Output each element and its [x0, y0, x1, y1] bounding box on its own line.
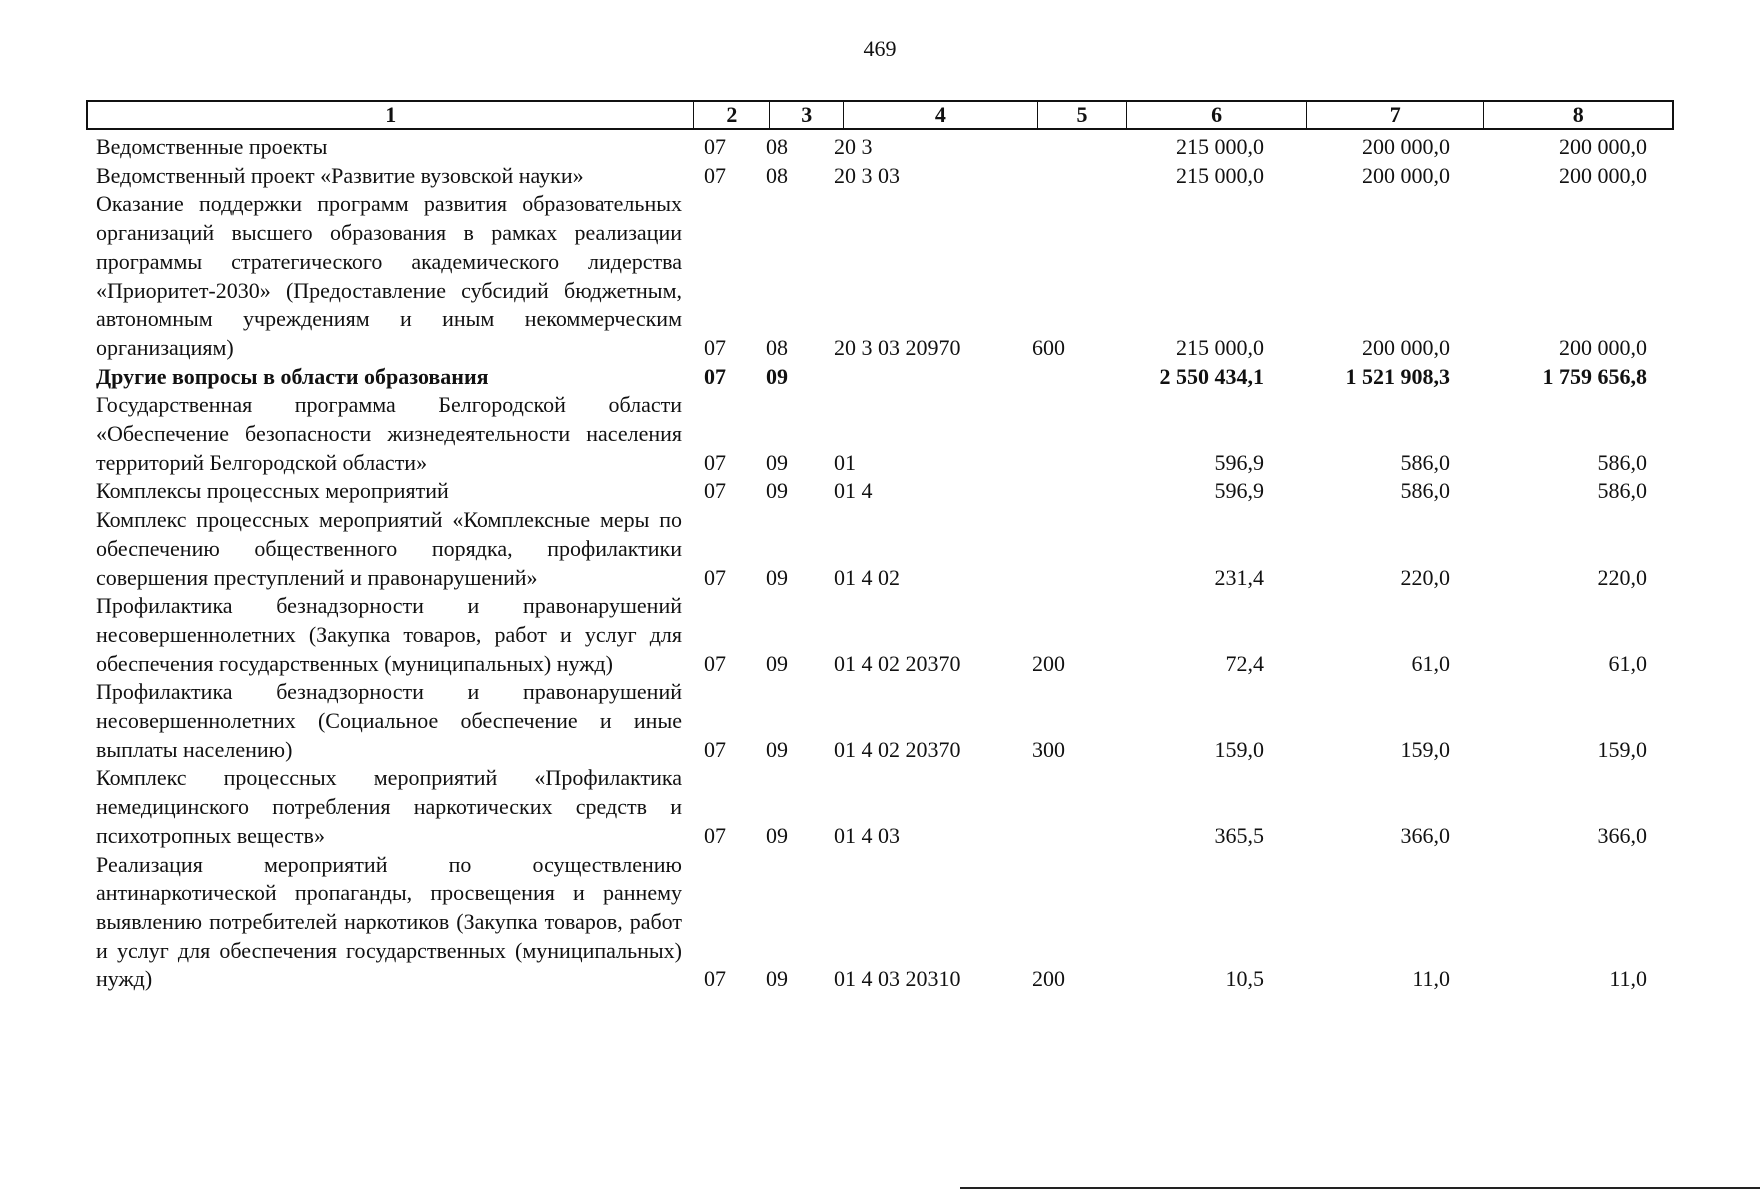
- header-col-3: 3: [770, 102, 844, 128]
- row-amount-col7: 586,0: [1400, 449, 1450, 475]
- header-col-5: 5: [1038, 102, 1128, 128]
- row-section: 07: [704, 966, 726, 992]
- row-amount-col8: 11,0: [1609, 966, 1647, 992]
- header-col-2: 2: [694, 102, 770, 128]
- table-row: [96, 477, 1671, 506]
- row-amount-col7: 200 000,0: [1362, 334, 1450, 360]
- row-subsection: 09: [766, 736, 788, 762]
- table-row: [96, 363, 1671, 392]
- table-row: [96, 133, 1671, 162]
- page-number: 469: [863, 36, 897, 61]
- row-target-article: 20 3 03 20970: [834, 334, 961, 360]
- header-col-1: 1: [88, 102, 694, 128]
- row-target-article: 01: [834, 449, 856, 475]
- table-header: [86, 100, 1674, 130]
- row-amount-col7: 586,0: [1400, 478, 1450, 504]
- row-amount-col7: 366,0: [1400, 822, 1450, 848]
- table-row: [96, 162, 1671, 191]
- row-name: Реализация мероприятий по осуществлению антинаркотической пропаганды, просвещения и раннему выявлению потребителей наркотиков (Закупка товаров, работ и услуг для обеспечения государственных (муниципальных) нужд): [96, 851, 682, 992]
- row-name: Ведомственные проекты: [96, 134, 328, 159]
- row-subsection: 09: [766, 363, 788, 389]
- row-subsection: 09: [766, 650, 788, 676]
- row-target-article: 01 4 02 20370: [834, 736, 961, 762]
- row-name: Ведомственный проект «Развитие вузовской науки»: [96, 162, 584, 188]
- row-amount-col8: 586,0: [1597, 449, 1647, 475]
- table-row: [96, 851, 1671, 995]
- table-body: [96, 133, 1671, 994]
- row-amount-col6: 215 000,0: [1176, 334, 1264, 360]
- row-expense-type: 200: [1032, 966, 1065, 992]
- row-section: 07: [704, 822, 726, 848]
- row-section: 07: [704, 449, 726, 475]
- row-subsection: 09: [766, 478, 788, 504]
- row-name: Комплекс процессных мероприятий «Профилактика немедицинского потребления наркотических средств и психотропных веществ»: [96, 765, 682, 848]
- row-section: 07: [704, 736, 726, 762]
- row-name: Профилактика безнадзорности и правонарушений несовершеннолетних (Закупка товаров, работ и услуг для обеспечения государственных (муниципальных) нужд): [96, 593, 682, 676]
- row-amount-col7: 159,0: [1400, 736, 1450, 762]
- row-target-article: 01 4: [834, 478, 873, 504]
- row-target-article: 01 4 02: [834, 564, 900, 590]
- header-col-6: 6: [1127, 102, 1307, 128]
- table-row: [96, 506, 1671, 592]
- row-amount-col6: 159,0: [1214, 736, 1264, 762]
- row-subsection: 09: [766, 966, 788, 992]
- row-subsection: 08: [766, 162, 788, 188]
- row-amount-col6: 596,9: [1214, 478, 1264, 504]
- row-subsection: 08: [766, 134, 788, 159]
- row-amount-col8: 586,0: [1597, 478, 1647, 504]
- row-section: 07: [704, 650, 726, 676]
- table-row: [96, 190, 1671, 362]
- row-section: 07: [704, 363, 726, 389]
- row-target-article: 01 4 03: [834, 822, 900, 848]
- row-subsection: 09: [766, 822, 788, 848]
- row-amount-col8: 200 000,0: [1559, 162, 1647, 188]
- row-section: 07: [704, 478, 726, 504]
- row-amount-col6: 10,5: [1225, 966, 1264, 992]
- row-target-article: 01 4 02 20370: [834, 650, 961, 676]
- row-subsection: 09: [766, 449, 788, 475]
- row-amount-col6: 215 000,0: [1176, 134, 1264, 159]
- row-amount-col8: 61,0: [1608, 650, 1647, 676]
- row-name: Комплексы процессных мероприятий: [96, 478, 449, 504]
- row-section: 07: [704, 334, 726, 360]
- row-target-article: 20 3 03: [834, 162, 900, 188]
- header-col-7: 7: [1307, 102, 1485, 128]
- row-amount-col6: 72,4: [1225, 650, 1264, 676]
- row-expense-type: 200: [1032, 650, 1065, 676]
- row-amount-col8: 366,0: [1597, 822, 1647, 848]
- row-name: Комплекс процессных мероприятий «Комплексные меры по обеспечению общественного порядка, профилактики совершения преступлений и правонарушений»: [96, 507, 682, 590]
- row-section: 07: [704, 134, 726, 159]
- table-row: [96, 391, 1671, 477]
- row-name: Другие вопросы в области образования: [96, 363, 489, 389]
- row-target-article: 20 3: [834, 134, 873, 159]
- header-col-8: 8: [1572, 102, 1584, 127]
- row-subsection: 08: [766, 334, 788, 360]
- header-col-4: 4: [844, 102, 1038, 128]
- row-amount-col8: 220,0: [1597, 564, 1647, 590]
- table-row: [96, 592, 1671, 678]
- row-amount-col8: 1 759 656,8: [1542, 363, 1647, 389]
- row-amount-col6: 215 000,0: [1176, 162, 1264, 188]
- row-amount-col6: 231,4: [1214, 564, 1264, 590]
- table-row: [96, 764, 1671, 850]
- row-subsection: 09: [766, 564, 788, 590]
- row-amount-col7: 11,0: [1412, 966, 1450, 992]
- row-section: 07: [704, 564, 726, 590]
- row-amount-col7: 200 000,0: [1362, 162, 1450, 188]
- row-amount-col8: 159,0: [1597, 736, 1647, 762]
- row-amount-col7: 220,0: [1400, 564, 1450, 590]
- row-name: Государственная программа Белгородской области «Обеспечение безопасности жизнедеятельности населения территорий Белгородской области»: [96, 392, 682, 475]
- table-row: [96, 678, 1671, 764]
- row-name: Оказание поддержки программ развития образовательных организаций высшего образования в рамках реализации программы стратегического академического лидерства «Приоритет-2030» (Предоставление субсидий бюджетным, автономным учреждениям и иным некоммерческим организациям): [96, 191, 682, 360]
- row-amount-col6: 2 550 434,1: [1159, 363, 1264, 389]
- row-amount-col7: 61,0: [1411, 650, 1450, 676]
- row-amount-col8: 200 000,0: [1559, 334, 1647, 360]
- row-expense-type: 600: [1032, 334, 1065, 360]
- row-section: 07: [704, 162, 726, 188]
- row-amount-col6: 365,5: [1214, 822, 1264, 848]
- row-target-article: 01 4 03 20310: [834, 966, 961, 992]
- bottom-rule: [960, 1187, 1760, 1189]
- row-name: Профилактика безнадзорности и правонарушений несовершеннолетних (Социальное обеспечение и иные выплаты населению): [96, 679, 682, 762]
- row-amount-col7: 1 521 908,3: [1345, 363, 1450, 389]
- row-amount-col7: 200 000,0: [1362, 134, 1450, 159]
- row-amount-col6: 596,9: [1214, 449, 1264, 475]
- row-amount-col8: 200 000,0: [1559, 134, 1647, 159]
- row-expense-type: 300: [1032, 736, 1065, 762]
